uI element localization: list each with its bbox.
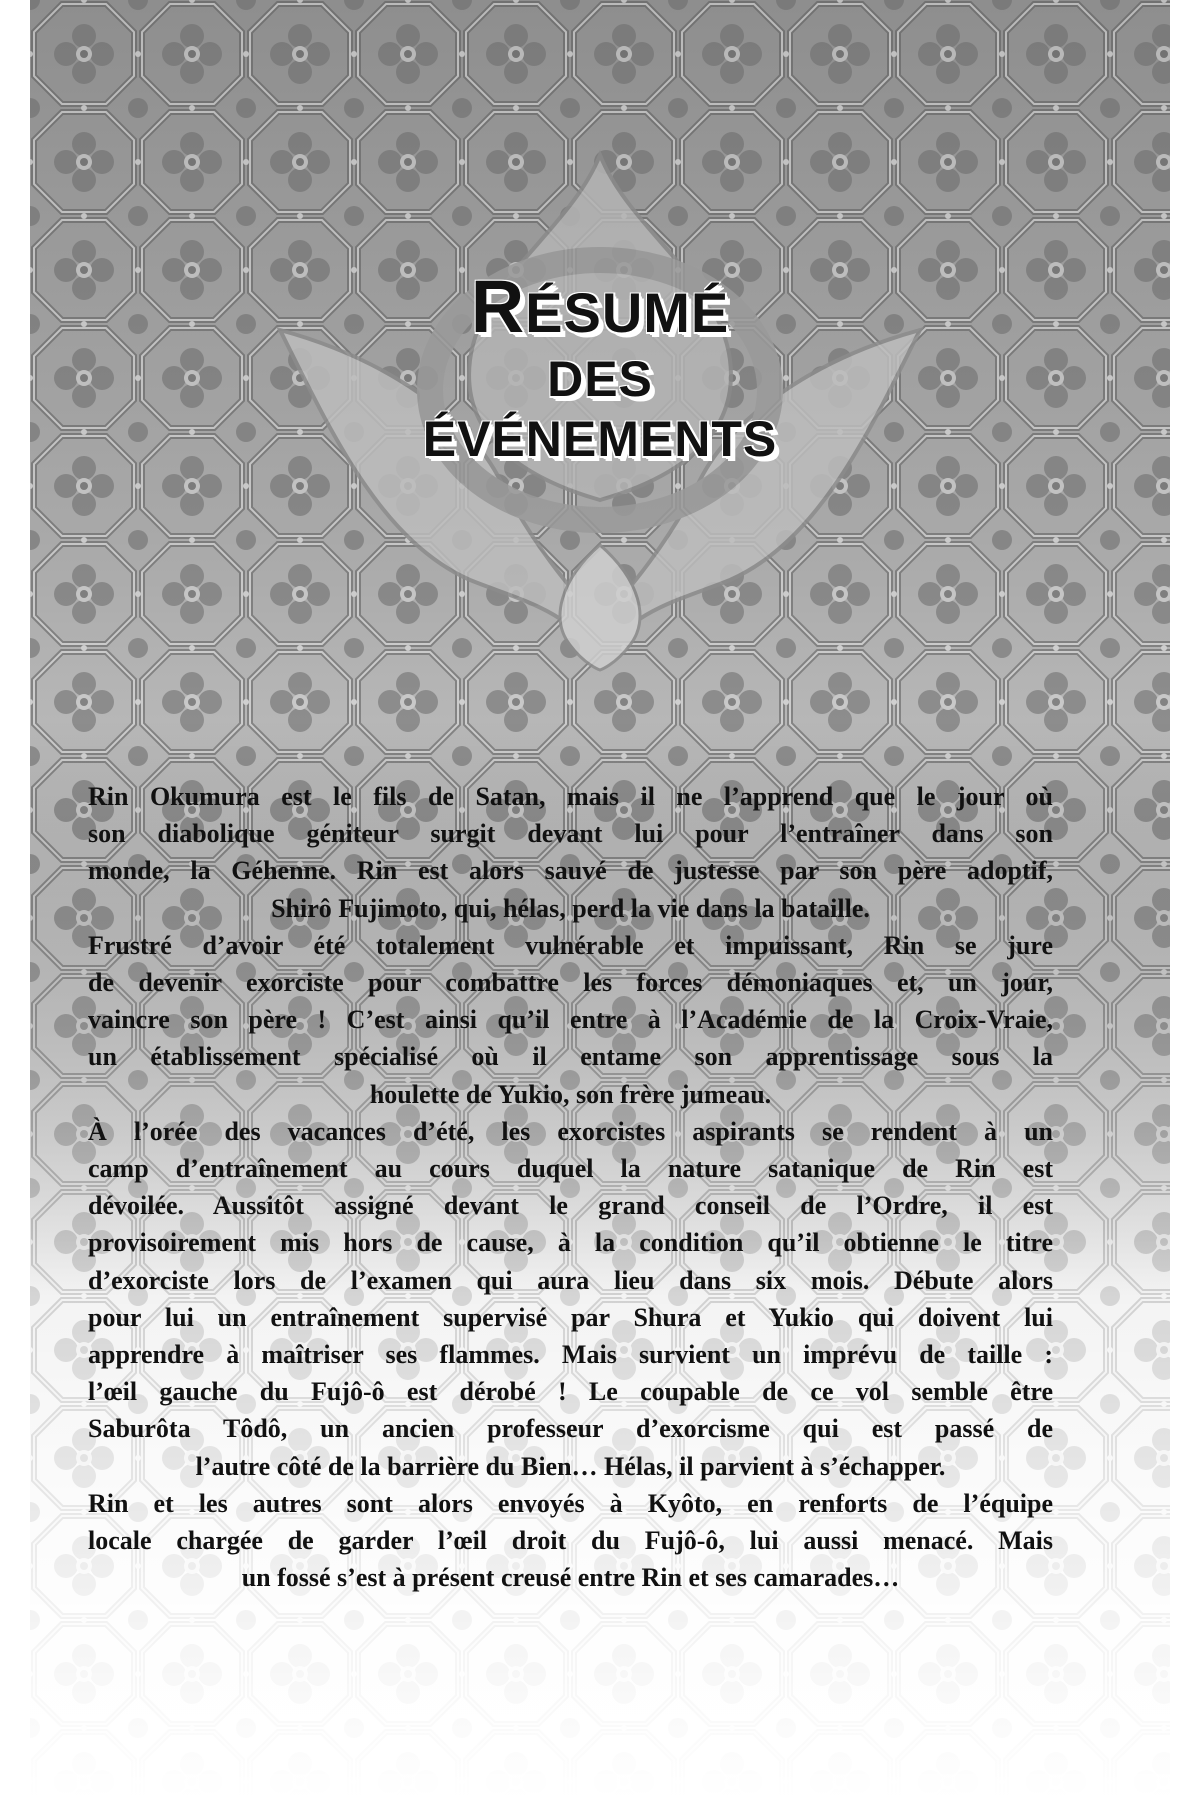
text-line: camp d’entraînement au cours duquel la nature satanique de Rin est: [88, 1154, 1053, 1184]
text-line: d’exorciste lors de l’examen qui aura lieu dans six mois. Débute alors: [88, 1265, 1053, 1295]
text-line: Rin et les autres sont alors envoyés à Kyôto, en renforts de l’équipe: [88, 1488, 1053, 1518]
text-line: Frustré d’avoir été totalement vulnérable et impuissant, Rin se jure: [88, 930, 1053, 960]
text-line: Rin Okumura est le fils de Satan, mais il ne l’apprend que le jour où: [88, 782, 1053, 811]
summary-paragraph: [88, 1113, 1053, 1485]
text-line: houlette de Yukio, son frère jumeau.: [369, 1079, 772, 1109]
text-line: Shirô Fujimoto, qui, hélas, perd la vie dans la bataille.: [271, 893, 870, 923]
summary-paragraph: [88, 778, 1053, 927]
text-line: provisoirement mis hors de cause, à la condition qu’il obtienne le titre: [88, 1228, 1053, 1258]
text-line: locale chargée de garder l’œil droit du Fujô-ô, lui aussi menacé. Mais: [88, 1526, 1053, 1556]
summary-paragraph: [88, 1485, 1053, 1597]
text-line: un établissement spécialisé où il entame son apprentissage sous la: [88, 1042, 1053, 1072]
text-line: l’œil gauche du Fujô-ô est dérobé ! Le coupable de ce vol semble être: [88, 1377, 1053, 1407]
title-initial: R: [470, 265, 526, 348]
text-line: vaincre son père ! C’est ainsi qu’il entre à l’Académie de la Croix-Vraie,: [88, 1005, 1053, 1035]
summary-paragraph: [88, 927, 1053, 1113]
text-line: À l’orée des vacances d’été, les exorcistes aspirants se rendent à un: [88, 1116, 1053, 1146]
text-line: pour lui un entraînement supervisé par Shura et Yukio qui doivent lui: [88, 1302, 1053, 1332]
text-line: apprendre à maîtriser ses flammes. Mais survient un imprévu de taille :: [88, 1340, 1053, 1370]
text-line: l’autre côté de la barrière du Bien… Hélas, il parvient à s’échapper.: [195, 1451, 946, 1481]
page-title: [30, 265, 1170, 474]
text-line: son diabolique géniteur surgit devant lui pour l’entraîner dans son: [88, 819, 1053, 849]
text-line: Saburôta Tôdô, un ancien professeur d’exorcisme qui est passé de: [88, 1414, 1053, 1444]
summary-text: [88, 778, 1053, 1596]
text-line: un fossé s’est à présent creusé entre Rin et ses camarades…: [241, 1563, 900, 1593]
text-line: monde, la Géhenne. Rin est alors sauvé de justesse par son père adoptif,: [88, 856, 1053, 886]
title-line-1: [30, 265, 1170, 348]
title-line-2: DES: [547, 351, 653, 407]
text-line: dévoilée. Aussitôt assigné devant le grand conseil de l’Ordre, il est: [88, 1191, 1053, 1221]
title-rest: ÉSUMÉ: [525, 281, 730, 344]
title-line-3: ÉVÉNEMENTS: [422, 411, 778, 467]
text-line: de devenir exorciste pour combattre les forces démoniaques et, un jour,: [88, 968, 1053, 998]
